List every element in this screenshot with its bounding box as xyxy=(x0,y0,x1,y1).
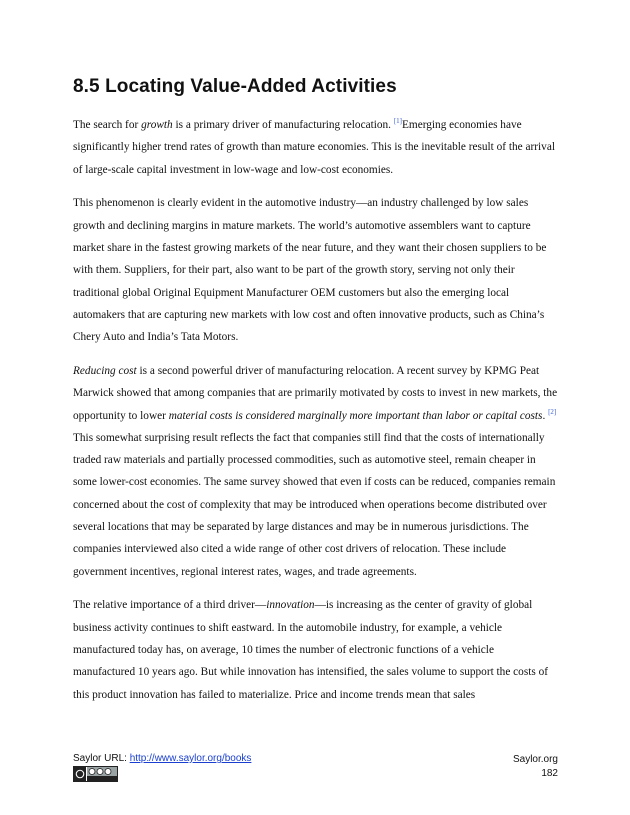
page-number: 182 xyxy=(541,768,558,779)
footer-site: Saylor.org xyxy=(512,754,558,765)
paragraph: The relative importance of a third driver—innovation—is increasing as the center of gravity of global business activity continues to shift eastward. In the automobile industry, for example, a vehicle manufactured today has, on average, 10 times the number of electronic functions of a vehicle manufactured 10 years ago. But while innovation has intensified, the sales volume to support the costs of this product innovation has failed to materialize. Price and income trends mean that sales xyxy=(73,599,548,701)
section-heading: 8.5 Locating Value-Added Activities xyxy=(73,76,397,97)
saylor-books-link[interactable]: http://www.saylor.org/books xyxy=(129,753,252,764)
body-text xyxy=(73,114,558,717)
paragraph: Reducing cost is a second powerful driver of manufacturing relocation. A recent survey by KPMG Peat Marwick showed that among companies that are primarily motivated by costs to invest in new markets, the opportunity to lower material costs is considered marginally more important than labor or capital costs. [2] This somewhat surprising result reflects the fact that companies still find that the costs of internationally traded raw materials and partially processed commodities, such as automotive steel, remain cheaper in some lower-cost economies. The same survey showed that even if costs can be reduced, companies remain concerned about the cost of complexity that may be introduced when operations become distributed over several locations that may be separated by large distances and may be in numerous jurisdictions. The companies interviewed also cited a wide range of other cost drivers of relocation. These include government incentives, regional interest rates, wages, and trade agreements. xyxy=(73,364,558,578)
footer-source xyxy=(73,753,251,764)
cc-by-nc-sa-icon[interactable] xyxy=(73,766,118,782)
footnote-link[interactable]: [2] xyxy=(548,407,557,416)
footer-right xyxy=(513,753,558,781)
paragraph: This phenomenon is clearly evident in the automotive industry—an industry challenged by low sales growth and declining margins in mature markets. The world’s automotive assemblers want to capture market share in the fastest growing markets of the near future, and they want their chosen suppliers to be with them. Suppliers, for their part, also want to be part of the growth story, serving not only their traditional global Original Equipment Manufacturer OEM customers but also the emerging local automakers that are capturing new markets with low cost and often innovative products, such as China’s Chery Auto and India’s Tata Motors. xyxy=(73,197,547,344)
footnote-link[interactable]: [1] xyxy=(393,117,402,125)
paragraph: The search for growth is a primary driver of manufacturing relocation. [1]Emerging economies have significantly higher trend rates of growth than mature economies. This is the inevitable result of the arrival of large-scale capital investment in low-wage and low-cost economies. xyxy=(73,117,555,176)
footer-url-label: Saylor URL: xyxy=(73,753,130,764)
